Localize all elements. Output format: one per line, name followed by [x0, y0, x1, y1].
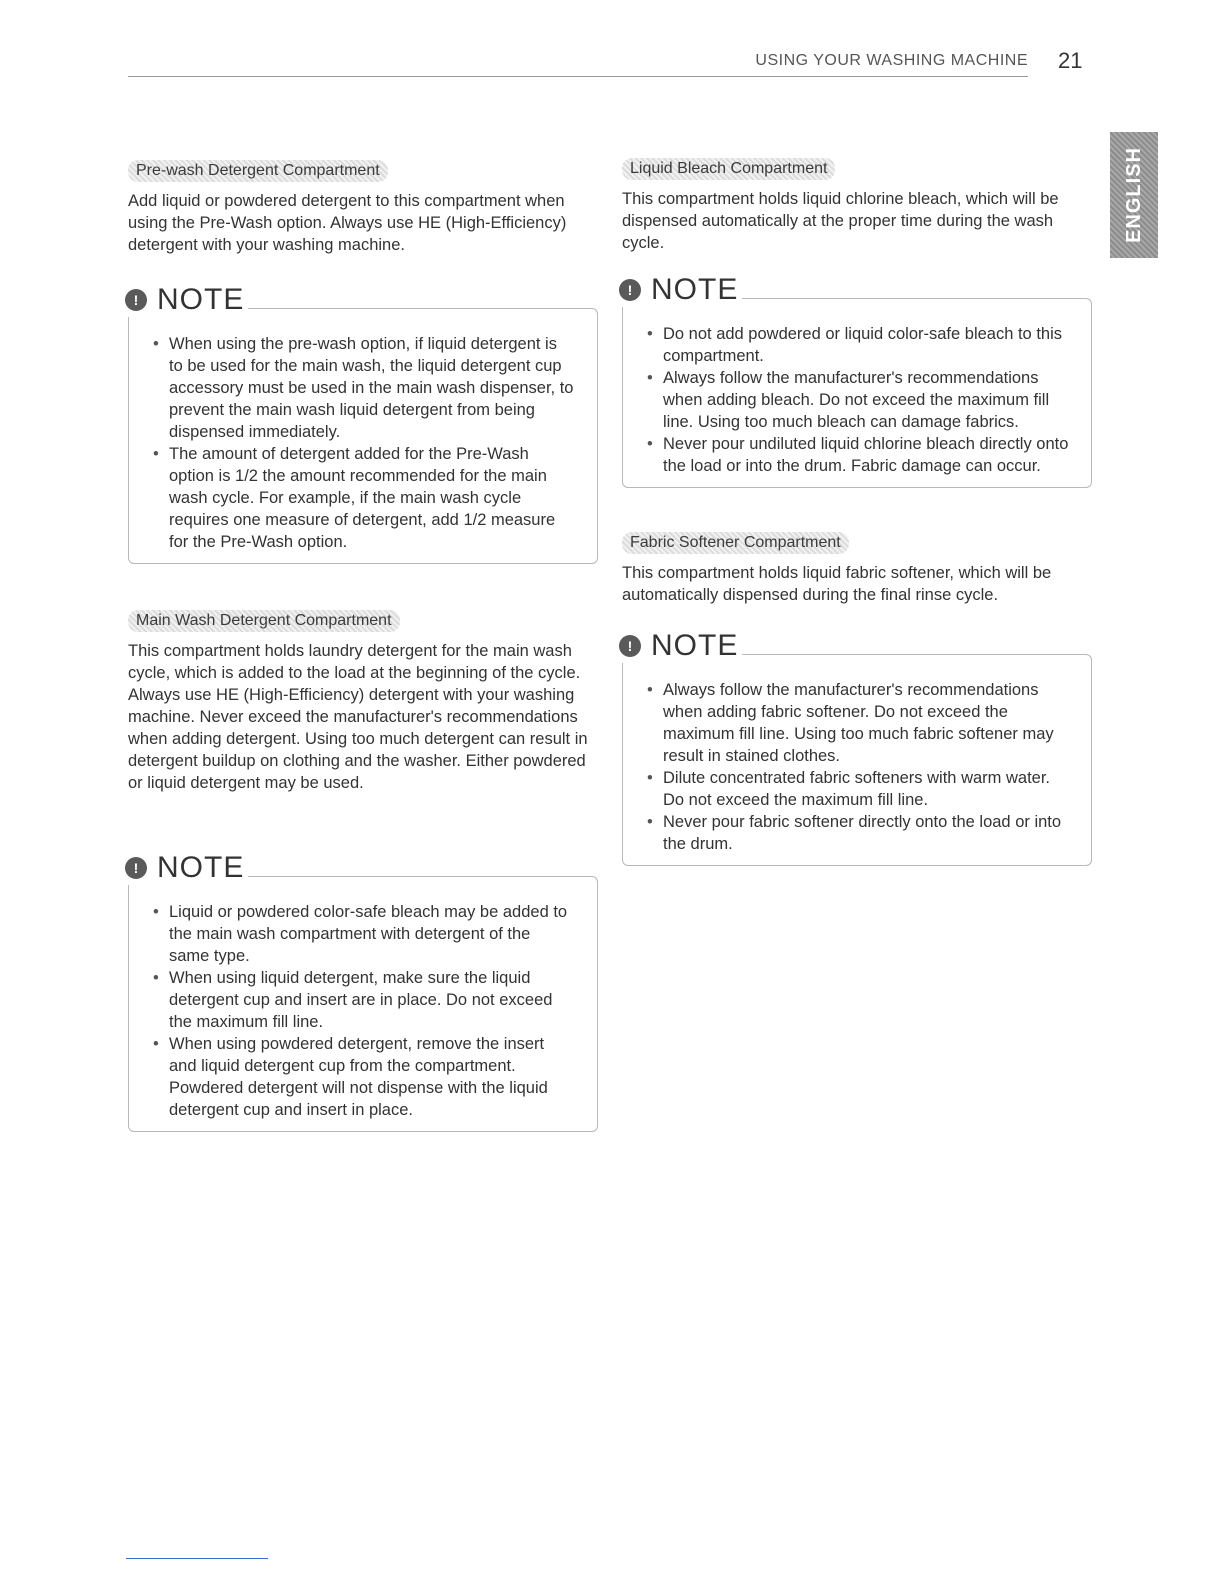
note-item: • Never pour fabric softener directly onto the load or into the drum.	[647, 811, 1069, 855]
right-column	[622, 158, 1092, 866]
mainwash-heading: Main Wash Detergent Compartment	[128, 610, 400, 632]
note-label: NOTE	[651, 629, 739, 662]
prewash-body: Add liquid or powdered detergent to this compartment when using the Pre-Wash option. Always use HE (High-Efficiency) detergent with your washing machine.	[128, 192, 567, 254]
note-item: • Do not add powdered or liquid color-safe bleach to this compartment.	[647, 323, 1069, 367]
page-header	[128, 48, 1028, 77]
language-tab	[1110, 132, 1158, 258]
note-label: NOTE	[157, 283, 245, 316]
note-label: NOTE	[651, 273, 739, 306]
info-icon: !	[619, 635, 641, 657]
note-header	[619, 273, 742, 307]
mainwash-note	[128, 851, 598, 1132]
language-tab-label: ENGLISH	[1122, 147, 1145, 243]
bleach-body: This compartment holds liquid chlorine bleach, which will be dispensed automatically at the proper time during the wash cycle.	[622, 190, 1059, 252]
prewash-section	[128, 160, 598, 564]
page-number: 21	[1058, 48, 1083, 73]
prewash-heading: Pre-wash Detergent Compartment	[128, 160, 388, 182]
note-item: • Never pour undiluted liquid chlorine bleach directly onto the load or into the drum. Fabric damage can occur.	[647, 433, 1069, 477]
info-icon: !	[619, 279, 641, 301]
note-header	[125, 283, 248, 317]
left-column	[128, 160, 598, 1132]
note-item: • Always follow the manufacturer's recommendations when adding bleach. Do not exceed the maximum fill line. Using too much bleach can damage fabrics.	[647, 367, 1069, 433]
info-icon: !	[125, 857, 147, 879]
note-item: • The amount of detergent added for the Pre-Wash option is 1/2 the amount recommended for the main wash cycle. For example, if the main wash cycle requires one measure of detergent, add 1/2 measure for the Pre-Wash option.	[153, 443, 575, 553]
softener-note	[622, 629, 1092, 866]
note-item: • Always follow the manufacturer's recommendations when adding fabric softener. Do not exceed the maximum fill line. Using too much fabric softener may result in stained clothes.	[647, 679, 1069, 767]
bleach-note	[622, 273, 1092, 488]
header-title: USING YOUR WASHING MACHINE	[755, 52, 1028, 69]
note-header	[125, 851, 248, 885]
note-item: • When using the pre-wash option, if liquid detergent is to be used for the main wash, the liquid detergent cup accessory must be used in the main wash dispenser, to prevent the main wash liquid detergent from being dispensed immediately.	[153, 333, 575, 443]
softener-section	[622, 532, 1092, 866]
mainwash-section	[128, 610, 598, 1132]
footer-divider	[126, 1558, 268, 1559]
note-item: • When using liquid detergent, make sure the liquid detergent cup and insert are in place. Do not exceed the maximum fill line.	[153, 967, 575, 1033]
note-list	[153, 333, 575, 553]
note-list	[647, 323, 1069, 477]
note-item: • When using powdered detergent, remove the insert and liquid detergent cup from the compartment. Powdered detergent will not dispense with the liquid detergent cup and insert in place.	[153, 1033, 575, 1121]
note-list	[153, 901, 575, 1121]
info-icon: !	[125, 289, 147, 311]
bleach-section	[622, 158, 1092, 488]
mainwash-body: This compartment holds laundry detergent for the main wash cycle, which is added to the load at the beginning of the cycle. Always use HE (High-Efficiency) detergent with your washing machine. Never exceed the manufacturer's recommendations when adding detergent. Using too much detergent can result in detergent buildup on clothing and the washer. Either powdered or liquid detergent may be used.	[128, 642, 588, 792]
softener-heading: Fabric Softener Compartment	[622, 532, 849, 554]
note-header	[619, 629, 742, 663]
note-list	[647, 679, 1069, 855]
bleach-heading: Liquid Bleach Compartment	[622, 158, 835, 180]
note-label: NOTE	[157, 851, 245, 884]
softener-body: This compartment holds liquid fabric softener, which will be automatically dispensed during the final rinse cycle.	[622, 564, 1052, 604]
prewash-note	[128, 283, 598, 564]
note-item: • Liquid or powdered color-safe bleach may be added to the main wash compartment with detergent of the same type.	[153, 901, 575, 967]
note-item: • Dilute concentrated fabric softeners with warm water. Do not exceed the maximum fill line.	[647, 767, 1069, 811]
